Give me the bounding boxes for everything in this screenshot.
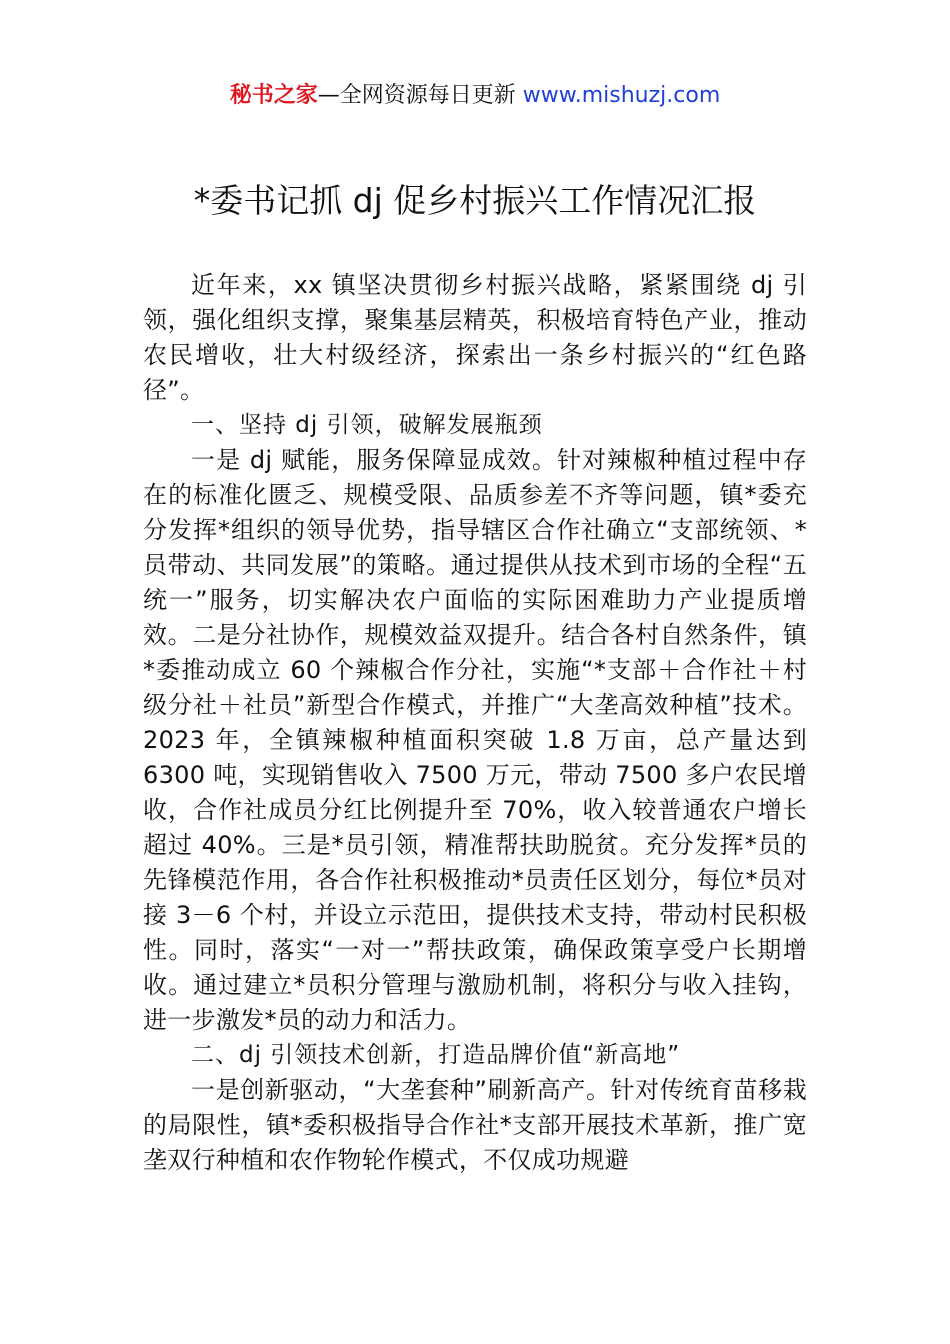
document-title: *委书记抓 dj 促乡村振兴工作情况汇报 <box>193 181 757 220</box>
section-heading-1: 一、坚持 dj 引领，破解发展瓶颈 <box>191 412 543 438</box>
site-header <box>0 80 950 112</box>
intro-paragraph: 近年来，xx 镇坚决贯彻乡村振兴战略，紧紧围绕 dj 引领，强化组织支撑，聚集基层精英，积极培育特色产业，推动农民增收，壮大村级经济，探索出一条乡村振兴的“红色路径”。 <box>143 271 807 404</box>
section-1-paragraph: 一是 dj 赋能，服务保障显成效。针对辣椒种植过程中存在的标准化匮乏、规模受限、品质参差不齐等问题，镇*委充分发挥*组织的领导优势，指导辖区合作社确立“支部统领、*员带动、共同发展”的策略。通过提供从技术到市场的全程“五统一”服务，切实解决农户面临的实际困难助力产业提质增效。二是分社协作，规模效益双提升。结合各村自然条件，镇*委推动成立 60 个辣椒合作分社，实施“*支部＋合作社＋村级分社＋社员”新型合作模式，并推广“大垄高效种植”技术。2023 年，全镇辣椒种植面积突破 1.8 万亩，总产量达到 6300 吨，实现销售收入 7500 万元，带动 7500 多户农民增收，合作社成员分红比例提升至 70%，收入较普通农户增长超过 40%。三是*员引领，精准帮扶助脱贫。充分发挥*员的先锋模范作用，各合作社积极推动*员责任区划分，每位*员对接 3－6 个村，并设立示范田，提供技术支持，带动村民积极性。同时，落实“一对一”帮扶政策，确保政策享受户长期增收。通过建立*员积分管理与激励机制，将积分与收入挂钩，进一步激发*员的动力和活力。 <box>143 446 807 1034</box>
section-2-paragraph: 一是创新驱动，“大垄套种”刷新高产。针对传统育苗移栽的局限性，镇*委积极指导合作社*支部开展技术革新，推广宽垄双行种植和农作物轮作模式，不仅成功规避 <box>143 1076 807 1174</box>
site-url-link[interactable]: www.mishuzj.com <box>522 83 721 108</box>
section-heading-2: 二、dj 引领技术创新，打造品牌价值“新高地” <box>191 1042 681 1068</box>
document-body <box>143 268 807 1178</box>
site-tagline: —全网资源每日更新 <box>317 83 523 108</box>
site-brand: 秘书之家 <box>229 83 318 108</box>
